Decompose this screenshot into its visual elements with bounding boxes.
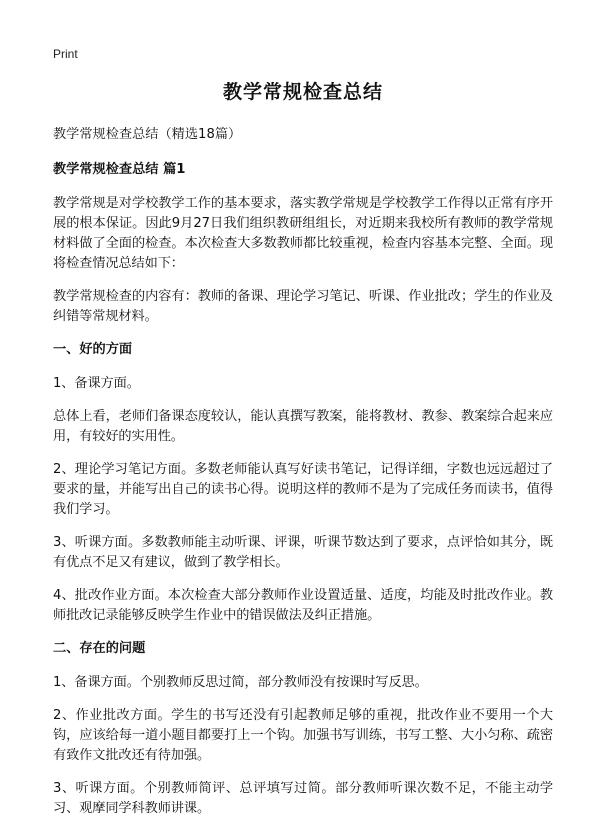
document-subtitle: 教学常规检查总结（精选18篇）: [53, 127, 242, 142]
article-heading: 教学常规检查总结 篇1: [53, 162, 186, 177]
document-title: 教学常规检查总结: [222, 81, 383, 103]
problem-paragraph: 1、备课方面。个别教师反思过简，部分教师没有按课时写反思。: [53, 675, 428, 690]
intro-paragraph: 教学常规是对学校教学工作的基本要求，落实教学常规是学校教学工作得以正常有序开展的根本保证。因此9月27日我们组织教研组组长，对近期来我校所有教师的教学常规材料做了全面的检查。本次检查大多数教师都比较重视，检查内容基本完整、全面。现将检查情况总结如下：: [53, 196, 553, 271]
section-heading-problems: 二、存在的问题: [53, 641, 146, 656]
good-paragraph: 2、理论学习笔记方面。多数老师能认真写好读书笔记，记得详细，字数也远远超过了要求的量，并能写出自己的读书心得。说明这样的教师不是为了完成任务而读书，值得我们学习。: [53, 462, 553, 517]
good-paragraph: 3、听课方面。多数教师能主动听课、评课，听课节数达到了要求，点评恰如其分，既有优点不足又有建议，做到了教学相长。: [53, 535, 553, 570]
intro-paragraph: 教学常规检查的内容有：教师的备课、理论学习笔记、听课、作业批改；学生的作业及纠错等常规材料。: [53, 289, 553, 324]
problem-paragraph: 2、作业批改方面。学生的书写还没有引起教师足够的重视，批改作业不要用一个大钩，应该给每一道小题目都要打上一个钩。加强书写训练，书写工整、大小匀称、疏密有致作文批改还有待加强。: [53, 708, 553, 763]
problem-paragraph: 3、听课方面。个别教师简评、总评填写过简。部分教师听课次数不足，不能主动学习、观摩同学科教师讲课。: [53, 781, 553, 816]
document-body: [53, 78, 553, 832]
section-heading-good: 一、好的方面: [53, 342, 133, 357]
good-paragraph: 4、批改作业方面。本次检查大部分教师作业设置适量、适度，均能及时批改作业。教师批改记录能够反映学生作业中的错误做法及纠正措施。: [53, 588, 553, 623]
good-paragraph: 总体上看，老师们备课态度较认，能认真撰写教案，能将教材、教参、教案综合起来应用，有较好的实用性。: [53, 409, 553, 444]
print-link[interactable]: Print: [53, 47, 78, 61]
good-paragraph: 1、备课方面。: [53, 376, 140, 391]
